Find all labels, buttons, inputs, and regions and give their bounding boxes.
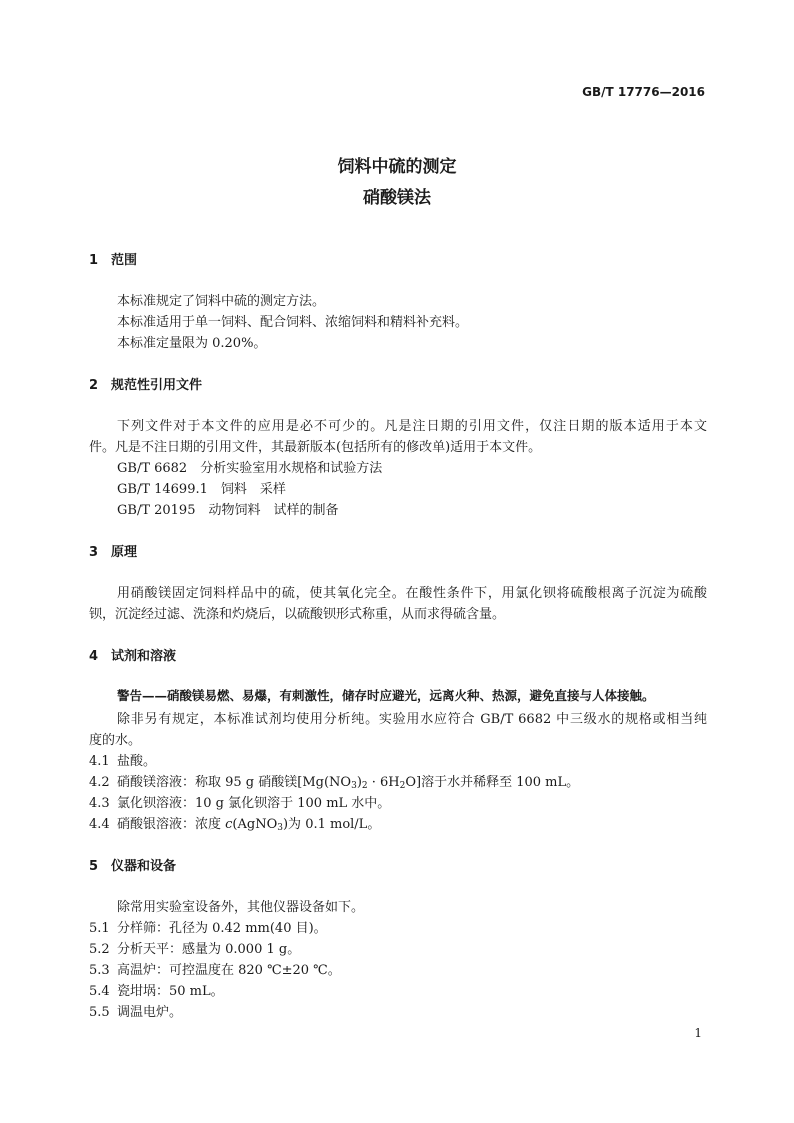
- item-text: · 6H: [367, 775, 400, 790]
- section-3-heading: [89, 541, 137, 560]
- document-subtitle: 硝酸镁法: [363, 188, 431, 208]
- item-text: 硝酸银溶液：浓度: [117, 817, 226, 832]
- item-text: O]溶于水并稀释至 100 mL。: [405, 775, 580, 790]
- item-number: 5.3: [89, 963, 110, 978]
- section-title: 仪器和设备: [111, 859, 177, 874]
- warning-text: 警告——硝酸镁易燃、易爆，有刺激性，储存时应避光，远离火种、热源，避免直接与人体接触。: [117, 688, 655, 703]
- item-text: 氯化钡溶液：10 g 氯化钡溶于 100 mL 水中。: [117, 796, 391, 811]
- paragraph: 件。凡是不注日期的引用文件，其最新版本(包括所有的修改单)适用于本文件。: [89, 440, 542, 455]
- item-text: 硝酸镁溶液：称取 95 g 硝酸镁[Mg(NO: [117, 775, 352, 790]
- paragraph: 本标准适用于单一饲料、配合饲料、浓缩饲料和精料补充料。: [117, 315, 469, 330]
- paragraph: 本标准定量限为 0.20%。: [117, 336, 267, 351]
- item-text: 瓷坩埚：50 mL。: [117, 984, 224, 999]
- paragraph: 下列文件对于本文件的应用是必不可少的。凡是注日期的引用文件，仅注日期的版本适用于本文: [117, 419, 707, 434]
- paragraph: 用硝酸镁固定饲料样品中的硫，使其氧化完全。在酸性条件下，用氯化钡将硫酸根离子沉淀为硫酸: [117, 586, 707, 601]
- section-1-heading: [89, 249, 137, 268]
- list-item: [89, 813, 707, 833]
- section-number: 1: [89, 253, 99, 268]
- page-number: 1: [694, 1026, 702, 1040]
- document-title: 饲料中硫的测定: [337, 157, 457, 177]
- list-item: [89, 771, 707, 791]
- list-item: [89, 938, 707, 957]
- item-number: 4.3: [89, 796, 110, 811]
- reference-item: GB/T 20195 动物饲料 试样的制备: [117, 503, 339, 518]
- item-number: 5.4: [89, 984, 110, 999]
- item-number: 4.2: [89, 775, 110, 790]
- item-number: 4.4: [89, 817, 110, 832]
- item-number: 4.1: [89, 754, 110, 769]
- section-5-heading: [89, 855, 176, 874]
- section-title: 试剂和溶液: [111, 649, 177, 664]
- item-number: 5.2: [89, 942, 110, 957]
- paragraph: 度的水。: [89, 733, 142, 748]
- section-number: 4: [89, 649, 99, 664]
- section-title: 规范性引用文件: [111, 378, 203, 393]
- standard-code: GB/T 17776—2016: [582, 85, 705, 99]
- item-text: ): [356, 775, 362, 790]
- list-item: [89, 1001, 707, 1020]
- subscript: 2: [399, 781, 406, 791]
- section-2-heading: [89, 374, 202, 393]
- item-text: 调温电炉。: [117, 1005, 183, 1020]
- reference-item: GB/T 14699.1 饲料 采样: [117, 482, 286, 497]
- subscript: 3: [351, 781, 357, 791]
- item-text: 分析天平：感量为 0.000 1 g。: [117, 942, 301, 957]
- item-text: 分样筛：孔径为 0.42 mm(40 目)。: [117, 921, 327, 936]
- list-item: [89, 792, 707, 811]
- paragraph: 除常用实验室设备外，其他仪器设备如下。: [117, 900, 365, 915]
- item-text: 高温炉：可控温度在 820 ℃±20 ℃。: [117, 963, 341, 978]
- list-item: [89, 750, 707, 769]
- paragraph: 除非另有规定，本标准试剂均使用分析纯。实验用水应符合 GB/T 6682 中三级水的规格或相当纯: [117, 712, 707, 727]
- list-item: [89, 980, 707, 999]
- item-number: 5.1: [89, 921, 110, 936]
- section-4-heading: [89, 645, 176, 664]
- subscript: 2: [361, 781, 368, 791]
- section-number: 2: [89, 378, 99, 393]
- subscript: 3: [277, 823, 283, 833]
- paragraph: 钡，沉淀经过滤、洗涤和灼烧后，以硫酸钡形式称重，从而求得硫含量。: [89, 607, 506, 622]
- list-item: [89, 917, 707, 936]
- paragraph: 本标准规定了饲料中硫的测定方法。: [117, 294, 326, 309]
- list-item: [89, 959, 707, 978]
- section-number: 3: [89, 545, 99, 560]
- reference-item: GB/T 6682 分析实验室用水规格和试验方法: [117, 461, 383, 476]
- item-text: 盐酸。: [117, 754, 157, 769]
- section-title: 范围: [111, 253, 138, 268]
- item-number: 5.5: [89, 1005, 110, 1020]
- item-text: )为 0.1 mol/L。: [282, 817, 381, 832]
- concentration-symbol: c: [225, 817, 233, 832]
- section-title: 原理: [111, 545, 138, 560]
- section-number: 5: [89, 859, 99, 874]
- item-text: (AgNO: [232, 817, 278, 832]
